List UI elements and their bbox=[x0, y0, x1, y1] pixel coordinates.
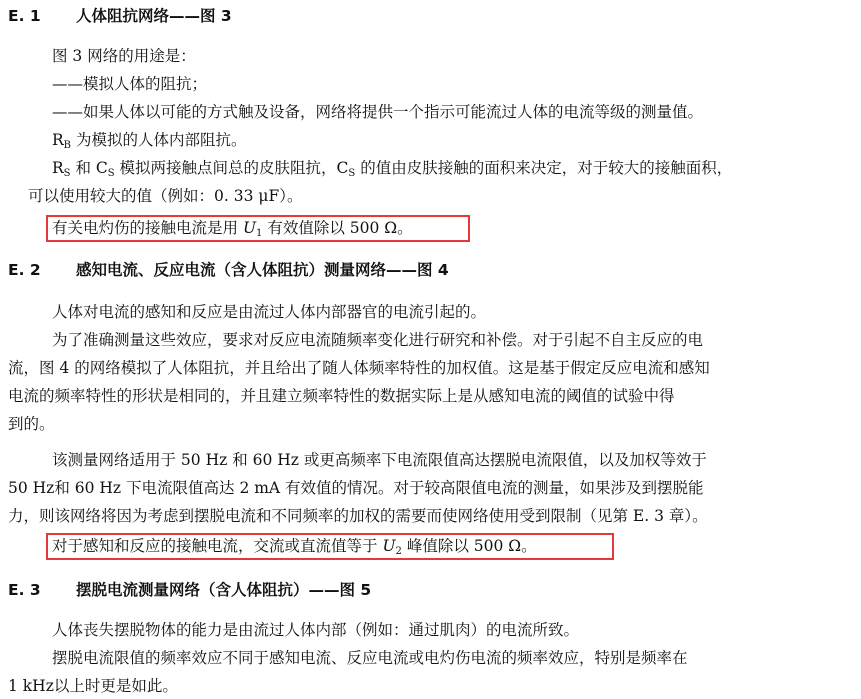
paragraph: 50 Hz和 60 Hz 下电流限值高达 2 mA 有效值的情况。对于较高限值电流的测量，如果涉及到摆脱能 bbox=[8, 479, 704, 497]
paragraph: 流，图 4 的网络模拟了人体阻抗，并且给出了随人体频率特性的加权值。这是基于假定反应电流和感知 bbox=[8, 359, 710, 377]
paragraph: 图 3 网络的用途是： bbox=[52, 47, 196, 65]
subscript: S bbox=[107, 168, 115, 179]
list-item: ——如果人体以可能的方式触及设备，网络将提供一个指示可能流过人体的电流等级的测量值。 bbox=[52, 103, 704, 121]
subscript: 2 bbox=[395, 546, 402, 557]
paragraph: 摆脱电流限值的频率效应不同于感知电流、反应电流或电灼伤电流的频率效应，特别是频率在 bbox=[52, 649, 688, 667]
text: 有效值除以 500 Ω。 bbox=[262, 219, 413, 237]
paragraph bbox=[52, 130, 246, 156]
subscript: B bbox=[63, 140, 72, 151]
paragraph: 人体丧失摆脱物体的能力是由流过人体内部（例如：通过肌肉）的电流所致。 bbox=[52, 621, 580, 639]
paragraph: 力，则该网络将因为考虑到摆脱电流和不同频率的加权的需要而使网络使用受到限制（见第 E. 3 章）。 bbox=[8, 507, 708, 525]
text: 的值由皮肤接触的面积来决定，对于较大的接触面积， bbox=[355, 159, 733, 177]
text: 有关电灼伤的接触电流是用 bbox=[52, 219, 243, 237]
section-heading-e3 bbox=[8, 580, 371, 600]
section-number: E. 2 bbox=[8, 261, 41, 279]
paragraph: 可以使用较大的值（例如：0. 33 μF）。 bbox=[28, 187, 303, 205]
symbol-u: U bbox=[242, 219, 257, 237]
section-title: 感知电流、反应电流（含人体阻抗）测量网络——图 4 bbox=[76, 261, 449, 279]
symbol-r: R bbox=[52, 159, 64, 177]
paragraph: 1 kHz以上时更是如此。 bbox=[8, 677, 178, 695]
text: 为模拟的人体内部阻抗。 bbox=[71, 131, 247, 149]
list-item: ——模拟人体的阻抗； bbox=[52, 75, 208, 93]
highlighted-statement bbox=[52, 218, 413, 244]
section-title: 人体阻抗网络——图 3 bbox=[76, 7, 232, 25]
paragraph bbox=[52, 158, 732, 184]
section-title: 摆脱电流测量网络（含人体阻抗）——图 5 bbox=[76, 581, 372, 599]
section-heading-e1 bbox=[8, 6, 232, 26]
section-number: E. 1 bbox=[8, 7, 41, 25]
paragraph: 到的。 bbox=[8, 415, 55, 433]
paragraph: 该测量网络适用于 50 Hz 和 60 Hz 或更高频率下电流限值高达摆脱电流限值，以及加权等效于 bbox=[52, 451, 707, 469]
paragraph: 人体对电流的感知和反应是由流过人体内部器官的电流引起的。 bbox=[52, 303, 487, 321]
subscript: 1 bbox=[256, 228, 263, 239]
paragraph: 为了准确测量这些效应，要求对反应电流随频率变化进行研究和补偿。对于引起不自主反应的电 bbox=[52, 331, 704, 349]
text: 模拟两接触点间总的皮肤阻抗，C bbox=[114, 159, 349, 177]
subscript: S bbox=[63, 168, 71, 179]
subscript: S bbox=[348, 168, 356, 179]
section-heading-e2 bbox=[8, 260, 449, 280]
text: 对于感知和反应的接触电流，交流或直流值等于 bbox=[52, 537, 383, 555]
symbol-u: U bbox=[382, 537, 396, 555]
text: 和 C bbox=[70, 159, 108, 177]
section-number: E. 3 bbox=[8, 581, 41, 599]
text: 峰值除以 500 Ω。 bbox=[401, 537, 537, 555]
highlighted-statement bbox=[52, 536, 537, 562]
paragraph: 电流的频率特性的形状是相同的，并且建立频率特性的数据实际上是从感知电流的阈值的试验中得 bbox=[8, 387, 675, 405]
symbol-r: R bbox=[52, 131, 64, 149]
